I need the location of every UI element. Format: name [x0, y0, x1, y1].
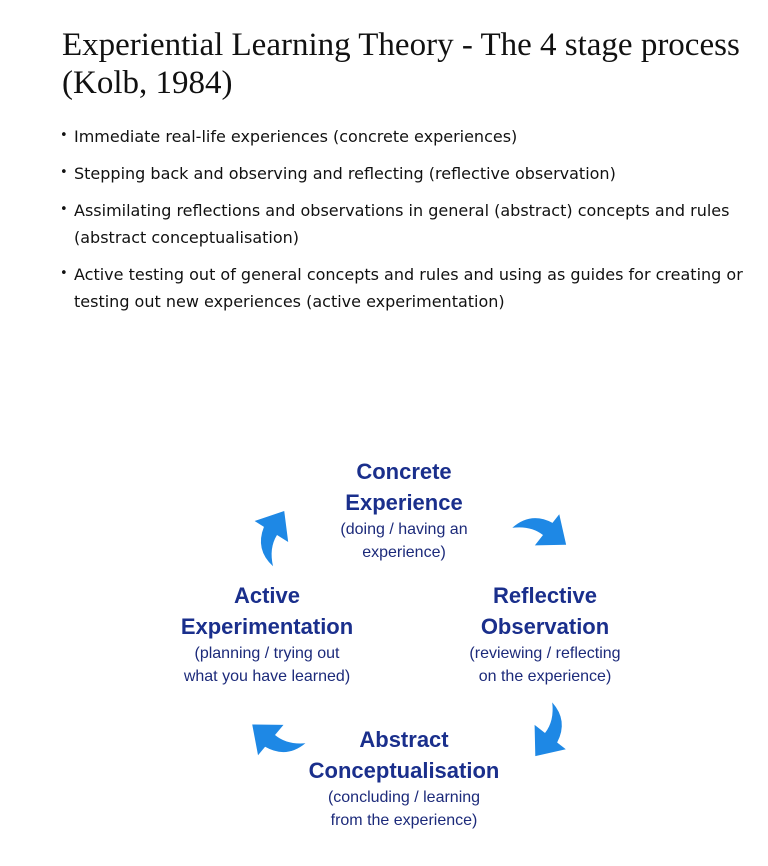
list-item — [60, 261, 760, 315]
bullet-text: Assimilating reflections and observations in general (abstract) concepts and rules (abstract conceptualisation) — [74, 201, 730, 247]
list-item — [60, 123, 760, 150]
arrow-to-active-icon — [242, 702, 308, 768]
bullet-list — [60, 123, 760, 325]
stage-abstract-conceptualisation — [276, 724, 532, 832]
stage-title: Conceptualisation — [308, 758, 500, 783]
stage-title: Reflective — [493, 583, 597, 608]
bullet-icon: • — [60, 266, 68, 281]
stage-title: Observation — [480, 614, 610, 639]
stage-title: Experience — [345, 490, 463, 515]
bullet-text: Active testing out of general concepts and rules and using as guides for creating or testing out new experiences (active experimentation) — [74, 265, 743, 311]
bullet-icon: • — [60, 165, 68, 180]
stage-reflective-observation — [440, 580, 650, 688]
stage-active-experimentation — [152, 580, 382, 688]
arrow-to-concrete-icon — [244, 502, 310, 568]
kolb-cycle-diagram — [0, 440, 768, 860]
list-item — [60, 160, 760, 187]
stage-concrete-experience — [284, 456, 524, 564]
stage-description: (reviewing / reflecting — [469, 645, 621, 662]
stage-description: experience) — [362, 544, 446, 561]
stage-description: on the experience) — [478, 668, 612, 685]
bullet-icon: • — [60, 202, 68, 217]
stage-description: (doing / having an — [340, 521, 468, 538]
stage-description: from the experience) — [330, 812, 478, 829]
stage-title: Abstract — [359, 727, 449, 752]
stage-description: (concluding / learning — [327, 789, 481, 806]
stage-title: Active — [233, 583, 301, 608]
stage-title: Experimentation — [180, 614, 354, 639]
stage-title: Concrete — [356, 459, 452, 484]
bullet-text: Stepping back and observing and reflecting (reflective observation) — [74, 164, 616, 183]
arrow-to-reflective-icon — [510, 502, 576, 568]
list-item — [60, 197, 760, 251]
page-title: Experiential Learning Theory - The 4 stage process (Kolb, 1984) — [62, 27, 740, 101]
bullet-text: Immediate real-life experiences (concrete experiences) — [74, 127, 518, 146]
stage-description: (planning / trying out — [194, 645, 340, 662]
arrow-to-abstract-icon — [512, 700, 578, 766]
bullet-icon: • — [60, 128, 68, 143]
stage-description: what you have learned) — [183, 668, 351, 685]
